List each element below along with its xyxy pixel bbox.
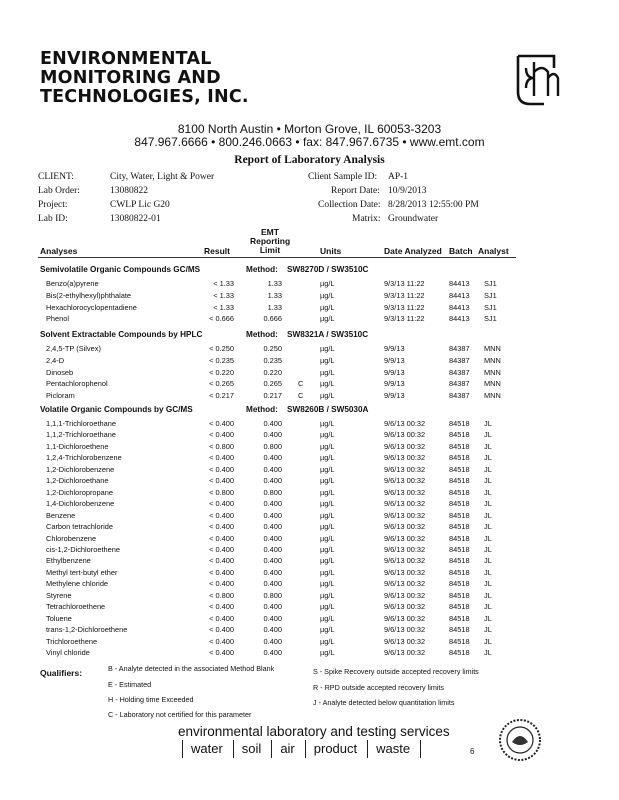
cell-limit: 0.400 <box>263 453 282 463</box>
cell-batch: 84518 <box>449 476 470 486</box>
cell-result: < 0.400 <box>209 464 234 474</box>
qualifiers-label: Qualifiers: <box>40 668 83 678</box>
cell-date-analyzed: 9/6/13 00:32 <box>384 636 426 646</box>
company-name-line-1: ENVIRONMENTAL <box>40 49 212 69</box>
header-limit <box>250 228 290 255</box>
footer-service-air: air <box>271 740 304 758</box>
cell-units: µg/L <box>320 314 335 324</box>
company-name-line-2: MONITORING AND <box>40 68 221 88</box>
cell-date-analyzed: 9/6/13 00:32 <box>384 464 426 474</box>
cell-limit: 0.400 <box>263 602 282 612</box>
cell-analyst: SJ1 <box>484 290 497 300</box>
cell-result: < 0.800 <box>209 441 234 451</box>
cell-date-analyzed: 9/9/13 <box>384 367 405 377</box>
cell-analyte: 2,4,5-TP (Silvex) <box>46 344 101 353</box>
cell-units: µg/L <box>320 590 335 600</box>
cell-analyte: 2,4-D <box>46 355 65 365</box>
cell-analyte: Tetrachloroethene <box>46 602 106 612</box>
cell-result: < 0.400 <box>209 499 234 509</box>
cell-batch: 84518 <box>449 625 470 635</box>
header-batch: Batch <box>449 246 473 256</box>
cell-analyst: SJ1 <box>484 314 497 324</box>
cell-result: < 0.400 <box>209 613 234 623</box>
cell-analyte: Methyl tert-butyl ether <box>46 567 118 577</box>
section-method-label: Method: <box>246 265 278 274</box>
footer-service-waste: waste <box>367 740 421 758</box>
section-method-label: Method: <box>246 330 278 339</box>
cell-analyte: trans-1,2-Dichloroethene <box>46 625 128 635</box>
footer-service-water: water <box>182 740 233 758</box>
cell-batch: 84387 <box>449 379 470 389</box>
qualifier-s: S - Spike Recovery outside accepted recovery limits <box>313 667 479 676</box>
cell-date-analyzed: 9/6/13 00:32 <box>384 476 426 486</box>
cell-limit: 0.800 <box>263 590 282 600</box>
cell-result: < 0.400 <box>209 567 234 577</box>
footer-tagline: environmental laboratory and testing services <box>178 724 450 739</box>
cell-batch: 84387 <box>449 391 470 401</box>
cell-analyst: SJ1 <box>484 279 497 288</box>
cell-batch: 84518 <box>449 636 470 646</box>
company-contact: 847.967.6666 • 800.246.0663 • fax: 847.967.6735 • www.emt.com <box>134 135 485 149</box>
cell-units: µg/L <box>320 499 335 509</box>
cell-date-analyzed: 9/6/13 00:32 <box>384 487 426 497</box>
cell-analyte: Phenol <box>46 314 70 324</box>
cell-analyte: cis-1,2-Dichloroethene <box>46 545 120 554</box>
cell-analyst: JL <box>484 636 492 646</box>
cell-analyst: JL <box>484 579 492 589</box>
cell-analyst: JL <box>484 441 492 451</box>
cell-batch: 84518 <box>449 533 470 543</box>
cell-batch: 84518 <box>449 419 470 428</box>
cell-result: < 0.800 <box>209 590 234 600</box>
cell-analyst: MNN <box>484 344 501 353</box>
cell-limit: 0.800 <box>263 441 282 451</box>
cell-analyte: Pentachlorophenol <box>46 379 108 389</box>
cell-limit: 0.400 <box>263 430 282 440</box>
cell-date-analyzed: 9/9/13 <box>384 391 405 401</box>
cell-batch: 84518 <box>449 430 470 440</box>
cell-analyte: Styrene <box>46 590 72 600</box>
cell-limit: 0.235 <box>263 355 282 365</box>
section-method-label: Method: <box>246 405 278 414</box>
cell-qualifier: C <box>298 391 304 401</box>
cell-result: < 0.217 <box>209 391 234 401</box>
cell-result: < 0.400 <box>209 579 234 589</box>
cell-limit: 0.666 <box>263 314 282 324</box>
cell-date-analyzed: 9/6/13 00:32 <box>384 590 426 600</box>
cell-batch: 84518 <box>449 453 470 463</box>
cell-limit: 0.400 <box>263 533 282 543</box>
cell-batch: 84518 <box>449 487 470 497</box>
cell-batch: 84518 <box>449 499 470 509</box>
cell-analyst: JL <box>484 522 492 531</box>
cell-date-analyzed: 9/9/13 <box>384 355 405 365</box>
cell-limit: 0.400 <box>263 419 282 428</box>
cell-analyte: Methylene chloride <box>46 579 109 589</box>
cell-analyst: JL <box>484 567 492 577</box>
cell-limit: 0.400 <box>263 545 282 554</box>
header-analyst: Analyst <box>478 246 509 256</box>
cell-analyst: JL <box>484 625 492 635</box>
emt-logo-icon <box>504 48 564 112</box>
cell-analyte: 1,2-Dichloroethane <box>46 476 109 486</box>
qualifier-c: C - Laboratory not certified for this parameter <box>108 710 252 719</box>
cell-limit: 0.250 <box>263 344 282 353</box>
matrix-value: Groundwater <box>388 214 439 224</box>
cell-result: < 1.33 <box>213 302 234 312</box>
cell-result: < 1.33 <box>213 279 234 288</box>
header-result: Result <box>204 246 230 256</box>
cell-date-analyzed: 9/6/13 00:32 <box>384 648 426 657</box>
section-title: Volatile Organic Compounds by GC/MS <box>40 405 193 414</box>
header-date: Date Analyzed <box>384 246 442 256</box>
cell-result: < 0.265 <box>209 379 234 389</box>
footer-services <box>182 740 421 758</box>
section-method: SW8270D / SW3510C <box>287 265 369 274</box>
header-divider <box>38 257 516 258</box>
collection-date-value: 8/28/2013 12:55:00 PM <box>388 200 479 210</box>
cell-batch: 84518 <box>449 464 470 474</box>
cell-result: < 0.220 <box>209 367 234 377</box>
cell-date-analyzed: 9/6/13 00:32 <box>384 510 426 520</box>
cell-units: µg/L <box>320 648 335 657</box>
cell-date-analyzed: 9/6/13 00:32 <box>384 419 426 428</box>
section-method: SW8321A / SW3510C <box>287 330 369 339</box>
cell-limit: 0.400 <box>263 499 282 509</box>
report-date-value: 10/9/2013 <box>388 186 427 196</box>
report-date-label: Report Date: <box>331 186 380 196</box>
cell-analyst: JL <box>484 556 492 566</box>
cell-limit: 0.400 <box>263 567 282 577</box>
cell-batch: 84518 <box>449 590 470 600</box>
qualifier-r: R - RPD outside accepted recovery limits <box>313 683 445 692</box>
cell-units: µg/L <box>320 636 335 646</box>
cell-result: < 0.400 <box>209 430 234 440</box>
cell-units: µg/L <box>320 522 335 531</box>
cell-limit: 0.400 <box>263 613 282 623</box>
cell-batch: 84518 <box>449 567 470 577</box>
cell-analyte: Vinyl chloride <box>46 648 90 657</box>
header-limit-line-1: EMT <box>261 227 279 237</box>
lab-id-value: 13080822-01 <box>110 214 161 224</box>
cell-qualifier: C <box>298 379 304 389</box>
project-label: Project: <box>38 200 68 210</box>
cell-units: µg/L <box>320 430 335 440</box>
cell-limit: 0.400 <box>263 648 282 657</box>
cell-batch: 84387 <box>449 355 470 365</box>
cell-analyst: JL <box>484 510 492 520</box>
cell-units: µg/L <box>320 302 335 312</box>
section-title: Solvent Extractable Compounds by HPLC <box>40 330 203 339</box>
client-value: City, Water, Light & Power <box>110 172 215 182</box>
cell-result: < 1.33 <box>213 290 234 300</box>
section-title: Semivolatile Organic Compounds GC/MS <box>40 265 201 274</box>
cell-batch: 84518 <box>449 602 470 612</box>
cell-units: µg/L <box>320 355 335 365</box>
cell-limit: 0.400 <box>263 556 282 566</box>
cell-analyst: JL <box>484 499 492 509</box>
cell-analyte: 1,1,1-Trichloroethane <box>46 419 116 428</box>
footer-service-product: product <box>305 740 367 758</box>
page-number: 6 <box>470 747 475 756</box>
cell-units: µg/L <box>320 487 335 497</box>
cell-limit: 1.33 <box>267 279 282 288</box>
cell-units: µg/L <box>320 476 335 486</box>
cell-analyte: Chlorobenzene <box>46 533 97 543</box>
cell-result: < 0.400 <box>209 545 234 554</box>
cell-result: < 0.400 <box>209 556 234 566</box>
cell-analyst: JL <box>484 464 492 474</box>
cell-batch: 84518 <box>449 556 470 566</box>
cell-analyte: Dinoseb <box>46 367 74 377</box>
cell-analyst: JL <box>484 453 492 463</box>
cell-analyte: Picloram <box>46 391 75 401</box>
cell-result: < 0.250 <box>209 344 234 353</box>
cell-result: < 0.400 <box>209 522 234 531</box>
cell-analyst: JL <box>484 590 492 600</box>
cell-result: < 0.400 <box>209 419 234 428</box>
footer-service-soil: soil <box>233 740 272 758</box>
company-address: 8100 North Austin • Morton Grove, IL 60053-3203 <box>177 122 442 136</box>
cell-date-analyzed: 9/6/13 00:32 <box>384 533 426 543</box>
cell-batch: 84518 <box>449 579 470 589</box>
cell-batch: 84518 <box>449 441 470 451</box>
cell-result: < 0.400 <box>209 453 234 463</box>
cell-analyst: MNN <box>484 379 501 389</box>
cell-units: µg/L <box>320 533 335 543</box>
cell-analyte: 1,1,2-Trichloroethane <box>46 430 116 440</box>
company-name <box>40 50 249 107</box>
cell-analyst: JL <box>484 430 492 440</box>
cell-units: µg/L <box>320 567 335 577</box>
cell-analyte: Benzo(a)pyrene <box>46 279 99 288</box>
cell-limit: 0.400 <box>263 522 282 531</box>
cell-units: µg/L <box>320 379 335 389</box>
cell-units: µg/L <box>320 556 335 566</box>
cell-units: µg/L <box>320 290 335 300</box>
cell-units: µg/L <box>320 391 335 401</box>
cell-analyte: Bis(2-ethylhexyl)phthalate <box>46 290 132 300</box>
cell-date-analyzed: 9/6/13 00:32 <box>384 625 426 635</box>
qualifier-e: E - Estimated <box>108 680 152 689</box>
cell-date-analyzed: 9/9/13 <box>384 344 405 353</box>
cell-date-analyzed: 9/6/13 00:32 <box>384 556 426 566</box>
cell-units: µg/L <box>320 625 335 635</box>
cell-analyte: 1,1-Dichloroethene <box>46 441 109 451</box>
cell-result: < 0.666 <box>209 314 234 324</box>
lab-order-label: Lab Order: <box>38 186 80 196</box>
cell-result: < 0.400 <box>209 625 234 635</box>
cell-limit: 0.400 <box>263 636 282 646</box>
cell-analyte: Ethylbenzene <box>46 556 91 566</box>
cell-units: µg/L <box>320 453 335 463</box>
cell-result: < 0.400 <box>209 533 234 543</box>
cell-analyte: Trichloroethene <box>46 636 98 646</box>
cell-units: µg/L <box>320 579 335 589</box>
cell-limit: 0.220 <box>263 367 282 377</box>
cell-analyst: SJ1 <box>484 302 497 312</box>
cell-limit: 0.400 <box>263 625 282 635</box>
cell-analyte: Carbon tetrachloride <box>46 522 113 531</box>
cell-limit: 0.217 <box>263 391 282 401</box>
cell-units: µg/L <box>320 419 335 428</box>
cell-units: µg/L <box>320 602 335 612</box>
lab-order-value: 13080822 <box>110 186 148 196</box>
cell-analyst: MNN <box>484 367 501 377</box>
lab-id-label: Lab ID: <box>38 214 68 224</box>
cell-limit: 0.265 <box>263 379 282 389</box>
matrix-label: Matrix: <box>352 214 381 224</box>
cell-date-analyzed: 9/3/13 11:22 <box>384 314 425 324</box>
header-units: Units <box>320 246 342 256</box>
cell-date-analyzed: 9/9/13 <box>384 379 405 389</box>
cell-analyst: JL <box>484 487 492 497</box>
cell-batch: 84413 <box>449 314 470 324</box>
company-name-line-3: TECHNOLOGIES, INC. <box>40 87 249 107</box>
cell-batch: 84518 <box>449 648 470 657</box>
cell-date-analyzed: 9/6/13 00:32 <box>384 602 426 612</box>
cell-batch: 84518 <box>449 545 470 554</box>
cell-units: µg/L <box>320 613 335 623</box>
cell-batch: 84518 <box>449 522 470 531</box>
accreditation-seal-icon <box>498 718 542 762</box>
cell-date-analyzed: 9/6/13 00:32 <box>384 430 426 440</box>
cell-date-analyzed: 9/6/13 00:32 <box>384 613 426 623</box>
header-analyses: Analyses <box>40 246 78 256</box>
cell-date-analyzed: 9/3/13 11:22 <box>384 290 425 300</box>
cell-analyst: JL <box>484 613 492 623</box>
cell-batch: 84387 <box>449 344 470 353</box>
cell-analyte: 1,2-Dichlorobenzene <box>46 464 115 474</box>
cell-date-analyzed: 9/6/13 00:32 <box>384 441 426 451</box>
cell-date-analyzed: 9/6/13 00:32 <box>384 522 426 531</box>
cell-units: µg/L <box>320 441 335 451</box>
cell-batch: 84387 <box>449 367 470 377</box>
cell-limit: 0.800 <box>263 487 282 497</box>
cell-analyte: Hexachlorocyclopentadiene <box>46 302 137 312</box>
cell-analyst: JL <box>484 545 492 554</box>
cell-units: µg/L <box>320 367 335 377</box>
cell-units: µg/L <box>320 464 335 474</box>
cell-result: < 0.400 <box>209 476 234 486</box>
cell-batch: 84413 <box>449 279 470 288</box>
client-label: CLIENT: <box>38 172 74 182</box>
cell-units: µg/L <box>320 510 335 520</box>
cell-batch: 84413 <box>449 290 470 300</box>
cell-result: < 0.400 <box>209 648 234 657</box>
cell-result: < 0.235 <box>209 355 234 365</box>
cell-date-analyzed: 9/3/13 11:22 <box>384 302 425 312</box>
qualifier-j: J - Analyte detected below quantitation limits <box>313 698 455 707</box>
sample-id-label: Client Sample ID: <box>308 172 378 182</box>
cell-units: µg/L <box>320 279 335 288</box>
cell-result: < 0.400 <box>209 636 234 646</box>
cell-analyte: 1,4-Dichlorobenzene <box>46 499 115 509</box>
cell-limit: 0.400 <box>263 476 282 486</box>
cell-limit: 0.400 <box>263 464 282 474</box>
sample-id-value: AP-1 <box>388 172 409 182</box>
cell-analyte: 1,2-Dichloropropane <box>46 487 113 497</box>
cell-limit: 1.33 <box>267 290 282 300</box>
project-value: CWLP Lic G20 <box>110 200 170 210</box>
cell-analyst: JL <box>484 602 492 612</box>
cell-analyte: Benzene <box>46 510 76 520</box>
cell-result: < 0.800 <box>209 487 234 497</box>
cell-date-analyzed: 9/6/13 00:32 <box>384 453 426 463</box>
cell-date-analyzed: 9/6/13 00:32 <box>384 567 426 577</box>
cell-limit: 1.33 <box>267 302 282 312</box>
report-title: Report of Laboratory Analysis <box>234 154 385 166</box>
cell-analyst: MNN <box>484 355 501 365</box>
cell-date-analyzed: 9/6/13 00:32 <box>384 545 426 554</box>
cell-limit: 0.400 <box>263 579 282 589</box>
cell-analyte: Toluene <box>46 613 72 623</box>
cell-batch: 84518 <box>449 510 470 520</box>
cell-analyst: JL <box>484 648 492 657</box>
cell-units: µg/L <box>320 344 335 353</box>
cell-analyst: JL <box>484 419 492 428</box>
cell-date-analyzed: 9/6/13 00:32 <box>384 499 426 509</box>
cell-analyte: 1,2,4-Trichlorobenzene <box>46 453 122 463</box>
collection-date-label: Collection Date: <box>318 200 381 210</box>
cell-limit: 0.400 <box>263 510 282 520</box>
section-method: SW8260B / SW5030A <box>287 405 369 414</box>
header-limit-line-2: Reporting <box>250 236 291 246</box>
qualifier-b: B - Analyte detected in the associated Method Blank <box>108 664 275 673</box>
cell-analyst: JL <box>484 533 492 543</box>
cell-analyst: MNN <box>484 391 501 401</box>
cell-analyst: JL <box>484 476 492 486</box>
cell-date-analyzed: 9/6/13 00:32 <box>384 579 426 589</box>
cell-units: µg/L <box>320 545 335 554</box>
header-limit-line-3: Limit <box>259 245 281 255</box>
cell-result: < 0.400 <box>209 510 234 520</box>
cell-batch: 84413 <box>449 302 470 312</box>
cell-date-analyzed: 9/3/13 11:22 <box>384 279 425 288</box>
cell-result: < 0.400 <box>209 602 234 612</box>
cell-batch: 84518 <box>449 613 470 623</box>
qualifier-h: H - Holding time Exceeded <box>108 695 194 704</box>
